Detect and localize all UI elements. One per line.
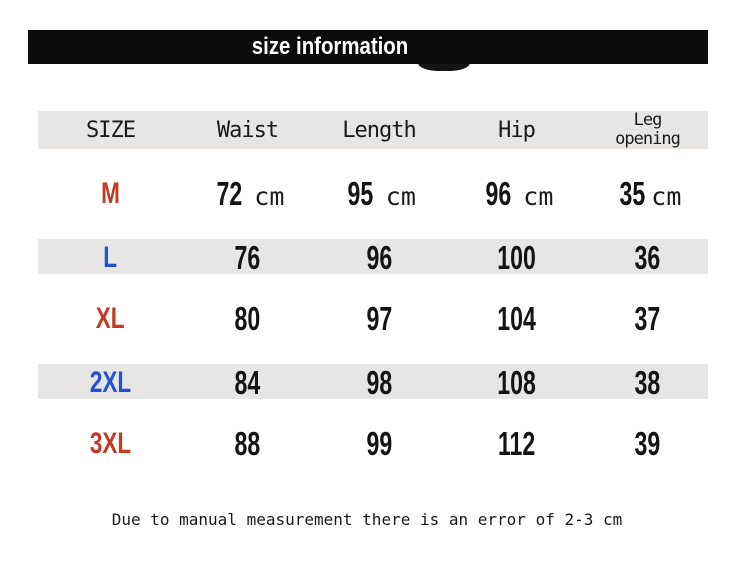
hip-value: 96 [485,175,511,212]
table-row-l [38,239,708,274]
length-value: 97 [366,300,392,337]
waist-value: 80 [234,300,261,337]
length-cell [312,274,446,364]
leg-opening-cell [587,399,708,489]
table-row-m [38,149,708,239]
size-cell [38,364,183,402]
length-value: 98 [366,364,392,401]
leg-opening-value: 35 [619,175,645,212]
hip-cell [446,364,587,402]
leg-opening-unit: cm [651,181,682,211]
hip-value: 100 [497,239,536,276]
hip-value: 108 [497,364,536,401]
length-cell [312,239,446,277]
size-cell [38,399,183,489]
hip-value: 112 [497,425,536,462]
leg-opening-cell [587,364,708,402]
size-value: 3XL [89,427,132,460]
table-row-2xl [38,364,708,399]
header-waist-label: Waist [216,117,279,143]
hip-unit: cm [523,181,554,211]
length-value: 99 [366,425,392,462]
leg-opening-value: 39 [634,425,661,462]
waist-value: 88 [234,425,261,462]
header-size-cell [38,111,183,149]
size-table [38,111,708,489]
hip-cell [446,149,587,239]
header-leg-line1: Leg [633,110,662,130]
hip-cell [446,274,587,364]
size-value: XL [96,302,125,335]
waist-cell [183,274,312,364]
table-header-row [38,111,708,149]
page-title: size information [251,33,409,60]
waist-value: 72 [216,175,242,212]
leg-opening-value: 36 [634,239,661,276]
measurement-note: Due to manual measurement there is an error of 2-3 cm [111,510,623,529]
leg-opening-cell [587,149,708,239]
header-length-cell [312,111,446,149]
header-leg-opening-cell [587,111,708,149]
header-waist-cell [183,111,312,149]
hip-cell [446,399,587,489]
header-size-label: SIZE [86,117,135,143]
waist-cell [183,399,312,489]
title-banner [28,30,708,64]
length-cell [312,364,446,402]
waist-value: 84 [234,364,261,401]
header-hip-cell [446,111,587,149]
waist-cell [183,239,312,277]
header-leg-line2: opening [615,129,680,150]
leg-opening-cell [587,239,708,277]
length-value: 95 [347,175,374,212]
length-cell [312,149,446,239]
table-row-xl [38,274,708,364]
size-value: L [103,241,118,274]
leg-opening-value: 38 [634,364,661,401]
size-value: M [101,177,120,210]
length-unit: cm [385,181,416,211]
waist-cell [183,364,312,402]
size-cell [38,274,183,364]
hip-value: 104 [497,300,536,337]
length-value: 96 [366,239,392,276]
leg-opening-cell [587,274,708,364]
length-cell [312,399,446,489]
header-hip-label: Hip [498,117,535,143]
table-row-3xl [38,399,708,489]
header-length-label: Length [342,117,416,143]
leg-opening-value: 37 [634,300,661,337]
size-cell [38,149,183,239]
waist-unit: cm [254,181,285,211]
waist-cell [183,149,312,239]
waist-value: 76 [234,239,261,276]
size-value: 2XL [89,366,132,399]
size-cell [38,239,183,277]
hip-cell [446,239,587,277]
header-leg-opening-label [615,111,680,149]
